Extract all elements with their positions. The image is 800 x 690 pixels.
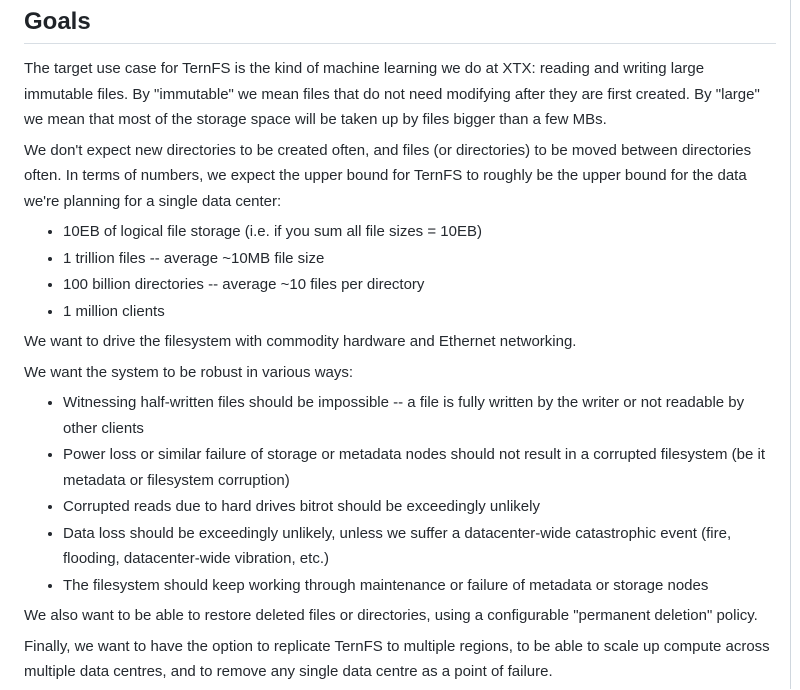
page-title: Goals — [24, 8, 776, 44]
list-item-million-clients: • 1 million clients — [63, 299, 776, 325]
list-item-power-loss: • Power loss or similar failure of storage or metadata nodes should not result in a corrupted filesystem (be it metadata or filesystem corruption) — [63, 442, 776, 493]
paragraph-target-use-case: The target use case for TernFS is the kind of machine learning we do at XTX: reading and writing large immutable files. By "immutable" we mean files that do not need modifying after they are first created. By "large" we mean that most of the storage space will be taken up by files bigger than a few MBs. — [24, 60, 760, 128]
list-item-billion-directories: • 100 billion directories -- average ~10 files per directory — [63, 272, 776, 298]
list-item-logical-storage: • 10EB of logical file storage (i.e. if you sum all file sizes = 10EB) — [63, 219, 776, 245]
paragraph-commodity-hardware: We want to drive the filesystem with commodity hardware and Ethernet networking. — [24, 333, 577, 350]
list-item-bitrot: • Corrupted reads due to hard drives bitrot should be exceedingly unlikely — [63, 494, 776, 520]
content-right-border — [790, 0, 791, 689]
capacity-list — [24, 219, 776, 324]
paragraph-multi-region: Finally, we want to have the option to replicate TernFS to multiple regions, to be able to scale up compute across multiple data centres, and to remove any single data centre as a point of failure. — [24, 637, 770, 680]
robustness-list — [24, 390, 776, 598]
paragraph-permanent-deletion: We also want to be able to restore deleted files or directories, using a configurable "permanent deletion" policy. — [24, 607, 758, 624]
paragraph-robustness-intro: We want the system to be robust in various ways: — [24, 363, 354, 381]
goals-section — [24, 8, 776, 690]
list-item-data-loss: • Data loss should be exceedingly unlikely, unless we suffer a datacenter-wide catastrophic event (fire, flooding, datacenter-wide vibration, etc.) — [63, 521, 776, 572]
list-item-half-written-files: • Witnessing half-written files should be impossible -- a file is fully written by the writer or not readable by other clients — [63, 390, 776, 441]
list-item-trillion-files: • 1 trillion files -- average ~10MB file size — [63, 246, 776, 272]
list-item-maintenance: • The filesystem should keep working through maintenance or failure of metadata or storage nodes — [63, 573, 776, 599]
paragraph-expectations: We don't expect new directories to be created often, and files (or directories) to be moved between directories often. In terms of numbers, we expect the upper bound for TernFS to roughly be the upper bound for the data we're planning for a single data center: — [24, 141, 752, 210]
